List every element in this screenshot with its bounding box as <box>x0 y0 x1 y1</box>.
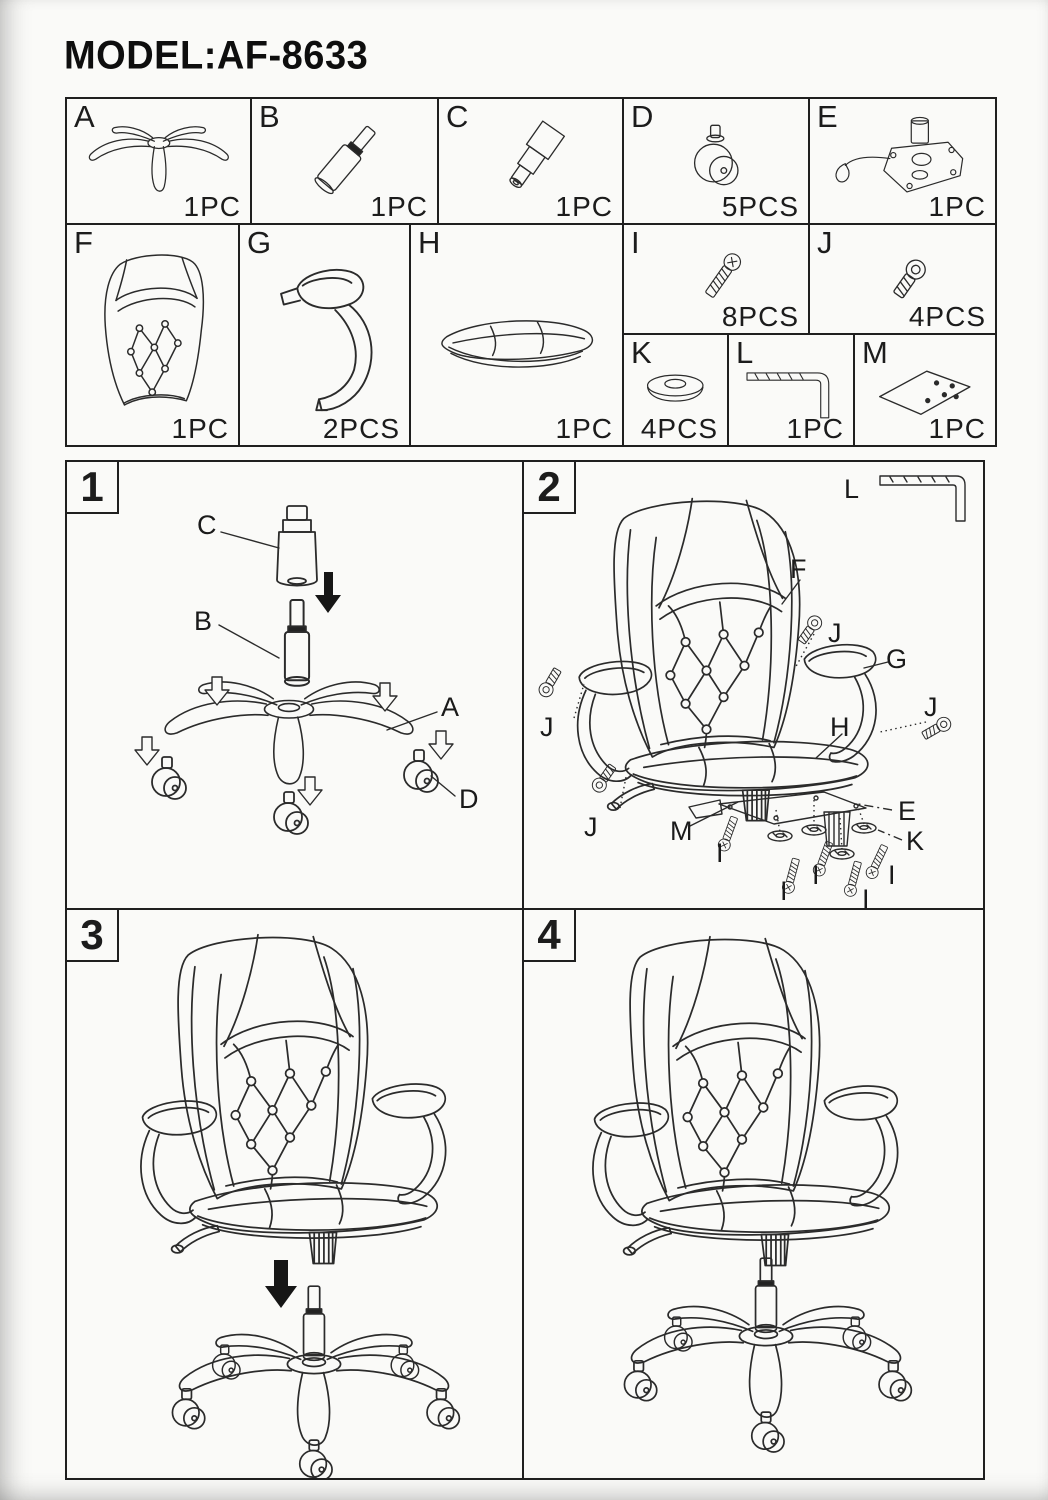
label-part-i: I <box>716 838 724 868</box>
step-number: 3 <box>65 908 119 962</box>
step4-diagram <box>524 910 983 1478</box>
label-part-c: C <box>197 510 217 540</box>
step1-diagram <box>67 462 522 908</box>
step-panel-1 <box>65 460 524 910</box>
part-letter: J <box>817 225 833 260</box>
label-part-i: I <box>780 876 788 906</box>
part-letter: E <box>817 99 838 134</box>
part-letter: C <box>446 99 469 134</box>
label-part-l: L <box>844 474 860 504</box>
part-cell-g <box>238 223 411 447</box>
part-cell-f <box>65 223 240 447</box>
label-part-j: J <box>584 812 598 842</box>
part-cell-m <box>853 333 997 447</box>
part-qty: 1PC <box>786 413 844 444</box>
part-cell-i <box>622 223 810 335</box>
part-qty: 1PC <box>370 191 428 222</box>
part-qty: 1PC <box>183 191 241 222</box>
part-letter: M <box>862 335 888 370</box>
part-letter: K <box>631 335 652 370</box>
label-part-b: B <box>194 606 213 636</box>
part-cell-j <box>808 223 997 335</box>
armrest-icon <box>250 245 399 421</box>
step-number: 4 <box>522 908 576 962</box>
part-qty: 1PC <box>555 191 613 222</box>
page-title: MODEL:AF-8633 <box>64 34 369 78</box>
part-letter: L <box>736 335 754 370</box>
label-part-i: I <box>812 860 820 890</box>
part-letter: B <box>259 99 280 134</box>
part-qty: 1PC <box>171 413 229 444</box>
part-letter: G <box>247 225 272 260</box>
label-part-h: H <box>830 712 850 742</box>
step-panel-4 <box>522 908 985 1480</box>
label-part-j: J <box>540 712 554 742</box>
part-letter: D <box>631 99 654 134</box>
label-part-a: A <box>441 692 460 722</box>
label-part-j: J <box>924 692 938 722</box>
part-cell-b <box>250 97 439 225</box>
part-qty: 4PCS <box>640 413 718 444</box>
step3-diagram <box>67 910 522 1478</box>
part-qty: 1PC <box>928 191 986 222</box>
label-part-e: E <box>898 796 917 826</box>
part-cell-k <box>622 333 729 447</box>
seat-cushion-icon <box>428 251 605 418</box>
label-part-m: M <box>670 816 693 846</box>
label-part-i: I <box>862 884 870 914</box>
part-letter: F <box>74 225 93 260</box>
step-number: 2 <box>522 460 576 514</box>
part-qty: 4PCS <box>908 301 986 332</box>
part-cell-a <box>65 97 252 225</box>
part-cell-d <box>622 97 810 225</box>
part-letter: H <box>418 225 441 260</box>
part-qty: 8PCS <box>721 301 799 332</box>
part-letter: A <box>74 99 95 134</box>
step-panel-3 <box>65 908 524 1480</box>
part-cell-e <box>808 97 997 225</box>
step-number: 1 <box>65 460 119 514</box>
backrest-icon <box>77 245 227 421</box>
part-cell-h <box>409 223 624 447</box>
label-part-j: J <box>828 618 842 648</box>
step-panel-2 <box>522 460 985 914</box>
part-letter: I <box>631 225 640 260</box>
part-cell-c <box>437 97 624 225</box>
label-part-d: D <box>459 784 479 814</box>
label-part-g: G <box>886 644 908 674</box>
label-part-k: K <box>906 826 925 856</box>
part-cell-l <box>727 333 855 447</box>
part-qty: 1PC <box>928 413 986 444</box>
label-part-i: I <box>888 860 896 890</box>
part-qty: 2PCS <box>322 413 400 444</box>
part-qty: 5PCS <box>721 191 799 222</box>
part-qty: 1PC <box>555 413 613 444</box>
label-part-f: F <box>790 554 807 584</box>
